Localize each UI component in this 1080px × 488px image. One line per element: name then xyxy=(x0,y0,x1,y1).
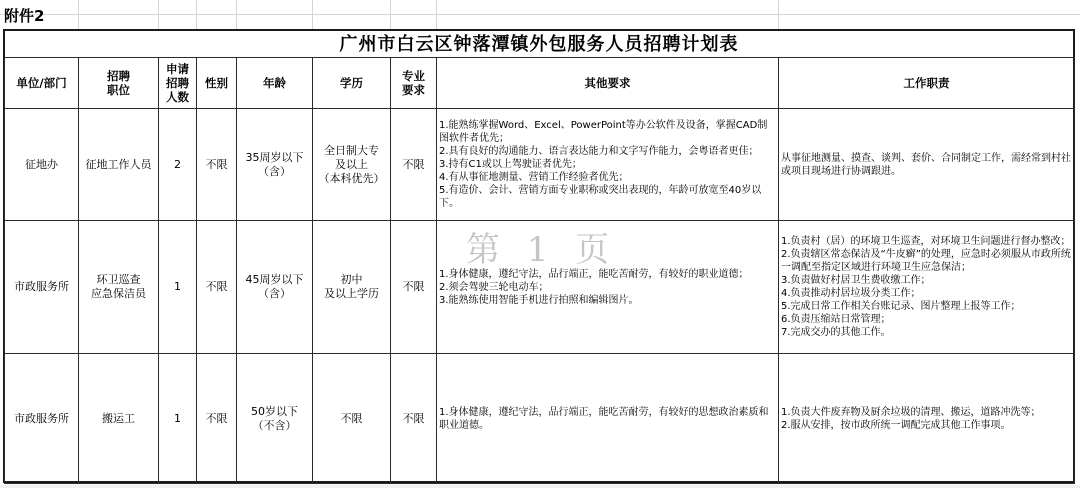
requirement-line: 1.身体健康，遵纪守法，品行端正，能吃苦耐劳，有较好的职业道德； xyxy=(439,268,749,280)
header-count-line: 人数 xyxy=(166,90,189,104)
cell-gender: 不限 xyxy=(197,221,237,354)
duty-line: 5.完成日常工作相关台账记录、图片整理上报等工作； xyxy=(781,301,1021,312)
requirement-line: 2.具有良好的沟通能力、语言表达能力和文字写作能力，会粤语者更佳； xyxy=(439,146,759,157)
requirement-line: 5.有造价、会计、营销方面专业职称或突出表现的，年龄可放宽至40岁以下。 xyxy=(439,185,762,209)
table-row xyxy=(5,221,1075,354)
cell-line: 搬运工 xyxy=(102,411,135,425)
grid-line xyxy=(236,0,237,30)
cell-line: （本科优先） xyxy=(318,171,385,185)
grid-line xyxy=(78,0,79,30)
cell-duties xyxy=(779,221,1075,354)
cell-line: （含） xyxy=(258,287,291,300)
grid-line xyxy=(196,0,197,30)
header-major xyxy=(391,58,437,109)
cell-gender: 不限 xyxy=(197,354,237,484)
duty-line: 1.负责村（居）的环境卫生巡查，对环境卫生问题进行督办整改； xyxy=(781,236,1071,247)
duty-line: 4.负责推动村居垃圾分类工作； xyxy=(781,288,921,299)
recruitment-plan-table xyxy=(4,57,1075,484)
cell-line: （不含） xyxy=(252,418,297,432)
cell-unit: 市政服务所 xyxy=(5,354,79,484)
requirement-line: 3.持有C1或以上驾驶证者优先； xyxy=(439,159,582,170)
header-unit: 单位/部门 xyxy=(5,58,79,109)
duty-line: 1.负责大件废弃物及厨余垃圾的清理、搬运，道路冲洗等； xyxy=(781,406,1041,418)
duty-line: 2.服从安排，按市政所统一调配完成其他工作事项。 xyxy=(781,419,1011,431)
cell-line: 环卫巡查 xyxy=(96,273,141,286)
cell-line: 应急保洁员 xyxy=(91,287,146,300)
header-gender: 性别 xyxy=(197,58,237,109)
requirement-line: 1.能熟练掌握Word、Excel、PowerPoint等办公软件及设备，掌握CAD制图软件者优先； xyxy=(439,120,768,144)
cell-line: 35周岁以下 xyxy=(245,150,304,164)
header-duties: 工作职责 xyxy=(779,58,1075,109)
header-count-line: 申请 xyxy=(166,62,189,76)
cell-line: 征地工作人员 xyxy=(85,157,152,171)
cell-line: 不限 xyxy=(340,411,363,425)
cell-line: （含） xyxy=(258,164,291,178)
requirement-line: 4.有从事征地测量、营销工作经验者优先； xyxy=(439,172,629,183)
grid-line xyxy=(158,0,159,30)
cell-count: 1 xyxy=(159,221,197,354)
duty-line: 6.负责压缩站日常管理； xyxy=(781,314,891,325)
cell-line: 及以上 xyxy=(335,157,368,171)
requirement-line: 1.身体健康，遵纪守法，品行端正，能吃苦耐劳，有较好的思想政治素质和职业道德。 xyxy=(439,406,769,431)
duty-line: 从事征地测量、摸查、谈判、套价、合同制定工作，需经常到村社或项目现场进行协调跟进。 xyxy=(781,152,1071,177)
header-position xyxy=(79,58,159,109)
cell-line: 初中 xyxy=(340,273,363,286)
cell-position xyxy=(79,109,159,221)
requirement-line: 3.能熟练使用智能手机进行拍照和编辑图片。 xyxy=(439,294,639,306)
cell-position xyxy=(79,354,159,484)
requirement-line: 2.须会驾驶三轮电动车； xyxy=(439,281,549,293)
table-row xyxy=(5,354,1075,484)
header-count-line: 招聘 xyxy=(166,76,189,90)
header-education: 学历 xyxy=(313,58,391,109)
spreadsheet-grid-top xyxy=(0,0,1080,30)
cell-gender: 不限 xyxy=(197,109,237,221)
cell-education xyxy=(313,221,391,354)
header-position-line: 招聘 xyxy=(107,69,130,83)
cell-major: 不限 xyxy=(391,221,437,354)
cell-line: 及以上学历 xyxy=(324,287,379,300)
duty-line: 3.负责做好村居卫生费收缴工作； xyxy=(781,275,931,286)
cell-major: 不限 xyxy=(391,109,437,221)
cell-line: 45周岁以下 xyxy=(245,273,304,286)
cell-age xyxy=(237,354,313,484)
cell-duties xyxy=(779,354,1075,484)
duty-line: 7.完成交办的其他工作。 xyxy=(781,327,891,338)
grid-line xyxy=(390,0,391,30)
cell-major: 不限 xyxy=(391,354,437,484)
cell-unit: 市政服务所 xyxy=(5,221,79,354)
page-number-watermark: 第 1 页 xyxy=(466,230,618,270)
cell-line: 50岁以下 xyxy=(251,404,298,418)
grid-line xyxy=(778,0,779,30)
header-other: 其他要求 xyxy=(437,58,779,109)
header-major-line: 要求 xyxy=(402,83,425,97)
header-position-line: 职位 xyxy=(107,83,130,97)
cell-unit: 征地办 xyxy=(5,109,79,221)
grid-line xyxy=(312,0,313,30)
cell-position xyxy=(79,221,159,354)
header-age: 年龄 xyxy=(237,58,313,109)
cell-other xyxy=(437,221,779,354)
grid-line xyxy=(436,0,437,30)
page-title: 广州市白云区钟落潭镇外包服务人员招聘计划表 xyxy=(339,34,739,55)
cell-age xyxy=(237,109,313,221)
duty-line: 2.负责辖区常态保洁及“牛皮癣”的处理，应急时必须服从市政所统一调配至指定区域进行环境卫生应急保洁； xyxy=(781,249,1071,273)
cell-other xyxy=(437,354,779,484)
cell-other xyxy=(437,109,779,221)
annex-label: 附件2 xyxy=(4,7,45,25)
header-major-line: 专业 xyxy=(402,69,425,83)
cell-education xyxy=(313,109,391,221)
table-row xyxy=(5,109,1075,221)
grid-line xyxy=(0,14,1080,15)
cell-duties xyxy=(779,109,1075,221)
cell-age xyxy=(237,221,313,354)
header-count xyxy=(159,58,197,109)
cell-line: 全日制大专 xyxy=(324,143,379,157)
header-row xyxy=(5,58,1075,109)
cell-count: 1 xyxy=(159,354,197,484)
cell-count: 2 xyxy=(159,109,197,221)
cell-education xyxy=(313,354,391,484)
